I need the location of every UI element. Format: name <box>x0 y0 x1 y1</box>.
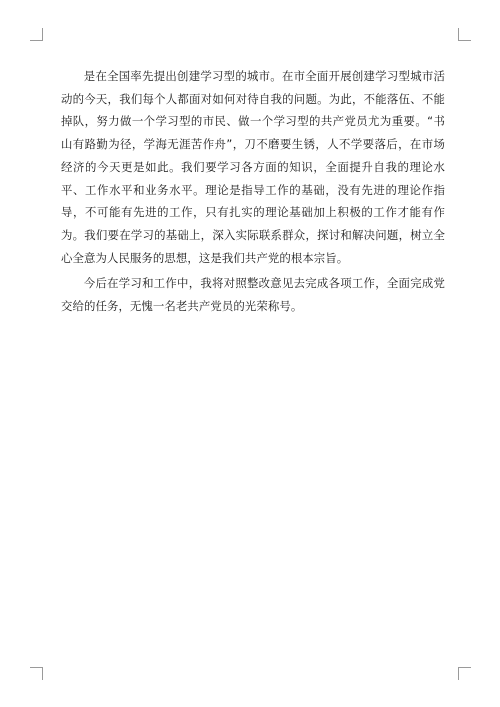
crop-mark-bottom-left <box>30 667 43 680</box>
paragraph: 是在全国率先提出创建学习型的城市。在市全面开展创建学习型城市活动的今天，我们每个人都面对如何对待自我的问题。为此，不能落伍、不能掉队，努力做一个学习型的市民、做一个学习型的共产党员尤为重要。“书山有路勤为径，学海无涯苦作舟”，刀不磨要生锈，人不学要落后，在市场经济的今天更是如此。我们要学习各方面的知识，全面提升自我的理论水平、工作水平和业务水平。理论是指导工作的基础，没有先进的理论作指导，不可能有先进的工作，只有扎实的理论基础加上积极的工作才能有作为。我们要在学习的基础上，深入实际联系群众，探讨和解决问题，树立全心全意为人民服务的思想，这是我们共产党的根本宗旨。 <box>61 69 445 265</box>
crop-mark-top-left <box>30 28 43 41</box>
paragraph: 今后在学习和工作中，我将对照整改意见去完成各项工作，全面完成党交给的任务，无愧一名老共产党员的光荣称号。 <box>61 276 445 314</box>
crop-mark-top-right <box>458 28 471 41</box>
document-body <box>61 65 445 321</box>
crop-mark-bottom-right <box>458 667 471 680</box>
